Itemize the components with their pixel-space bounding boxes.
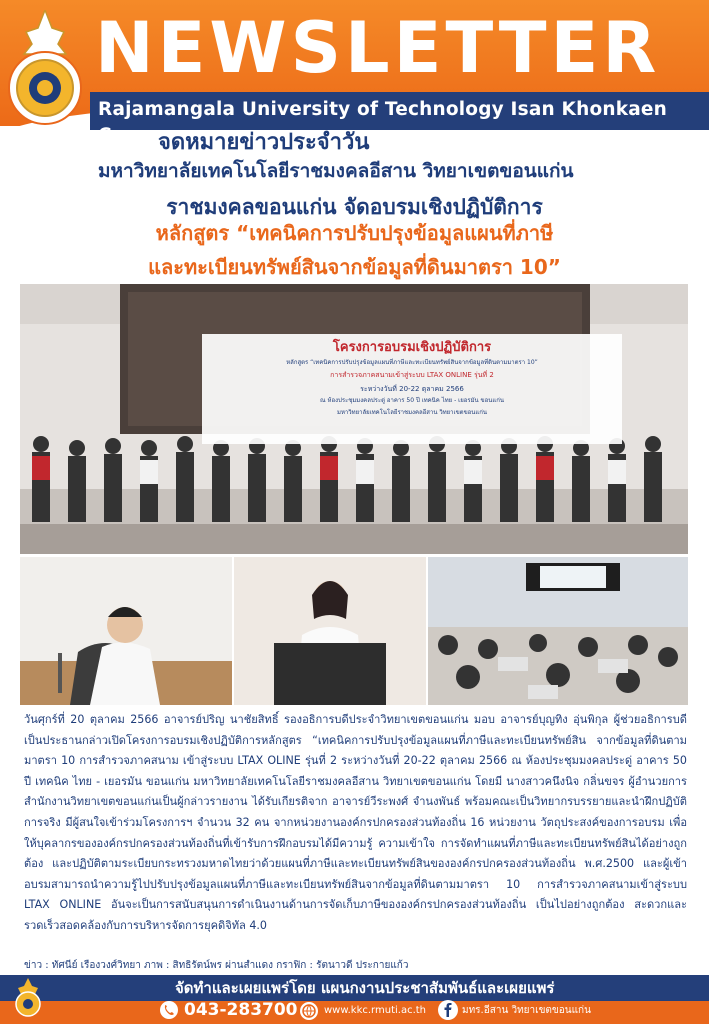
- group-photo: [20, 284, 688, 554]
- presenter-photo: [234, 557, 426, 705]
- banner-line-3: ระหว่างวันที่ 20-22 ตุลาคม 2566: [360, 385, 464, 393]
- speaker-photo: [20, 557, 232, 705]
- newsletter-title: NEWSLETTER: [95, 7, 661, 89]
- website-link[interactable]: www.kkc.rmuti.ac.th: [324, 1005, 427, 1016]
- footer-logo-icon: [10, 978, 46, 1018]
- headline-line-1: ราชมงคลขอนแก่น จัดอบรมเชิงปฏิบัติการ: [166, 195, 543, 219]
- daily-newsletter-title: จดหมายข่าวประจำวัน: [158, 130, 370, 155]
- phone-number[interactable]: 043-283700: [184, 1000, 298, 1020]
- publisher-text: จัดทำและเผยแพร่โดย แผนกงานประชาสัมพันธ์และเผยแพร่: [175, 979, 555, 997]
- article-body: วันศุกร์ที่ 20 ตุลาคม 2566 อาจารย์ปริญ นาชัยสิทธิ์ รองอธิการบดีประจำวิทยาเขตขอนแก่น มอบ อาจารย์บุญทิง อุ่นพิกุล ผู้ช่วยอธิการบดี เป็นประธานกล่าวเปิดโครงการอบรมเชิงปฏิบัติการหลักสูตร “เทคนิคการปรับปรุงข้อมูลแผนที่ภาษีและทะเบียนทรัพย์สิน จากข้อมูลที่ดินตามมาตรา 10 การสำรวจภาคสนาม เข้าสู่ระบบ LTAX OLINE รุ่นที่ 2 ระหว่างวันที่ 20-22 ตุลาคม 2566 ณ ห้องประชุมมงคลประดู่ อาคาร 50 ปี เทคนิค ไทย - เยอรมัน ขอนแก่น มหาวิทยาลัยเทคโนโลยีราชมงคลอีสาน วิทยาเขตขอนแก่น โดยมี นางสาวคนึงนิจ กลิ่นขจร ผู้อำนวยการสำนักงานวิทยาเขตขอนแก่นเป็นผู้กล่าวรายงาน ได้รับเกียรติจาก อาจารย์วีระพงศ์ จำนงพันธ์ พร้อมคณะเป็นวิทยากรบรรยายและนำฝึกปฏิบัติการจริง มีผู้สนใจเข้าร่วมโครงการฯ จำนวน 32 คน จากหน่วยงานองค์กรปกครองส่วนท้องถิ่น 16 หน่วยงาน วัตถุประสงค์ของการอบรม เพื่อให้บุคลากรขององค์กรปกครองส่วนท้องถิ่นที่เข้ารับการฝึกอบรมได้มีความรู้ ความเข้าใจ การจัดทำแผนที่ภาษีและทะเบียนทรัพย์สินได้อย่างถูกต้อง และปฏิบัติตามระเบียบกระทรวงมหาดไทยว่าด้วยแผนที่ภาษีและทะเบียนทรัพย์สินขององค์กรปกครองส่วนท้องถิ่น พ.ศ.2500 และผู้เข้าอบรมสามารถนำความรู้ไปปรับปรุงข้อมูลแผนที่ภาษีและทะเบียนทรัพย์สินจากข้อมูลที่ดินตามมาตรา 10 การสำรวจภาคสนามเข้าสู่ระบบ LTAX ONLINE อันจะเป็นการสนับสนุนการดำเนินงานด้านการจัดเก็บภาษีขององค์กรปกครองส่วนท้องถิ่น เป็นไปอย่างถูกต้อง สะดวกและรวดเร็วสอดคล้องกับการบริหารจัดการยุคดิจิทัล 4.0: [24, 713, 687, 932]
- headline-line-3: และทะเบียนทรัพย์สินจากข้อมูลที่ดินมาตรา 10”: [148, 255, 561, 279]
- banner-line-1: หลักสูตร “เทคนิคการปรับปรุงข้อมูลแผนที่ภาษีและทะเบียนทรัพย์สินจากข้อมูลที่ดินตามมาตรา 10”: [286, 359, 538, 366]
- globe-icon: [300, 1002, 318, 1020]
- headline-line-2: หลักสูตร “เทคนิคการปรับปรุงข้อมูลแผนที่ภาษี: [155, 221, 554, 245]
- banner-line-5: มหาวิทยาลัยเทคโนโลยีราชมงคลอีสาน วิทยาเขตขอนแก่น: [337, 409, 487, 416]
- banner-line-2: การสำรวจภาคสนามเข้าสู่ระบบ LTAX ONLINE รุ่นที่ 2: [330, 371, 494, 379]
- banner-line-4: ณ ห้องประชุมมงคลประดู่ อาคาร 50 ปี เทคนิค ไทย - เยอรมัน ขอนแก่น: [320, 397, 504, 404]
- facebook-icon: [438, 1000, 458, 1020]
- facebook-page-link[interactable]: มทร.อีสาน วิทยาเขตขอนแก่น: [462, 1005, 591, 1016]
- phone-icon: [160, 1001, 178, 1019]
- campus-name: Rajamangala University of Technology Isan Khonkaen Campus: [98, 99, 668, 146]
- university-logo: [6, 10, 84, 138]
- article-credits: ข่าว : ทัศนีย์ เรืองวงศ์วิทยา ภาพ : สิทธิรัตน์พร ผ่านสำแดง กราฟิก : รัตนาวดี ประกายแก้ว: [24, 960, 409, 971]
- university-name-thai: มหาวิทยาลัยเทคโนโลยีราชมงคลอีสาน วิทยาเขตขอนแก่น: [98, 160, 574, 182]
- training-room-photo: [428, 557, 688, 705]
- banner-title: โครงการอบรมเชิงปฏิบัติการ: [332, 340, 492, 355]
